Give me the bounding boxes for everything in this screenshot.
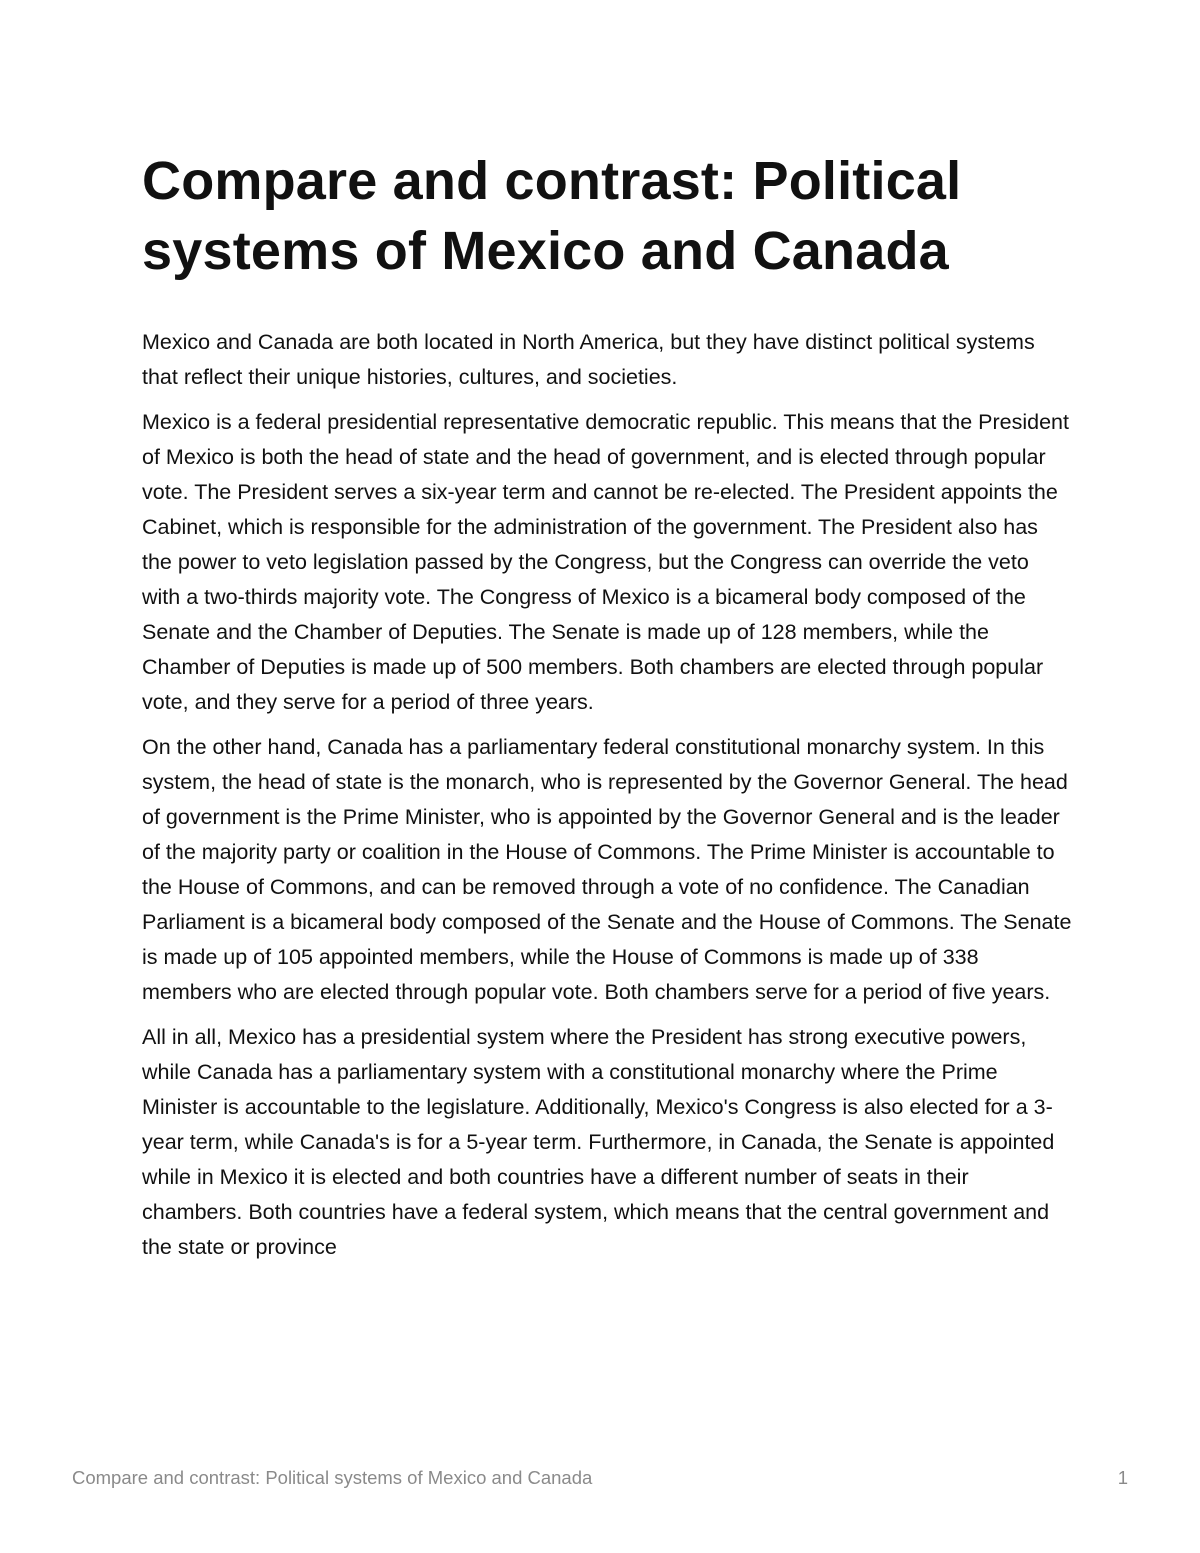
paragraph-summary: All in all, Mexico has a presidential system where the President has strong executive powers, while Canada has a parliamentary system with a constitutional monarchy where the Prime Minister is accountable to the legislature. Additionally, Mexico's Congress is also elected for a 3-year term, while Canada's is for a 5-year term. Furthermore, in Canada, the Senate is appointed while in Mexico it is elected and both countries have a different number of seats in their chambers. Both countries have a federal system, which means that the central government and the state or province [142, 1025, 1055, 1259]
footer-title: Compare and contrast: Political systems of Mexico and Canada [72, 1467, 593, 1488]
paragraph-canada: On the other hand, Canada has a parliamentary federal constitutional monarchy system. In this system, the head of state is the monarch, who is represented by the Governor General. The head of government is the Prime Minister, who is appointed by the Governor General and is the leader of the majority party or coalition in the House of Commons. The Prime Minister is accountable to the House of Commons, and can be removed through a vote of no confidence. The Canadian Parliament is a bicameral body composed of the Senate and the House of Commons. The Senate is made up of 105 appointed members, while the House of Commons is made up of 338 members who are elected through popular vote. Both chambers serve for a period of five years. [142, 735, 1072, 1004]
paragraph-intro: Mexico and Canada are both located in North America, but they have distinct political systems that reflect their unique histories, cultures, and societies. [142, 330, 1035, 389]
page-number: 1 [1117, 1467, 1128, 1488]
page-content [142, 146, 1072, 1275]
paragraph-mexico: Mexico is a federal presidential representative democratic republic. This means that the President of Mexico is both the head of state and the head of government, and is elected through popular vote. The President serves a six-year term and cannot be re-elected. The President appoints the Cabinet, which is responsible for the administration of the government. The President also has the power to veto legislation passed by the Congress, but the Congress can override the veto with a two-thirds majority vote. The Congress of Mexico is a bicameral body composed of the Senate and the Chamber of Deputies. The Senate is made up of 128 members, while the Chamber of Deputies is made up of 500 members. Both chambers are elected through popular vote, and they serve for a period of three years. [142, 410, 1069, 714]
document-body [142, 325, 1072, 1265]
document-title: Compare and contrast: Political systems of Mexico and Canada [142, 151, 962, 281]
page-footer [72, 1465, 1128, 1491]
